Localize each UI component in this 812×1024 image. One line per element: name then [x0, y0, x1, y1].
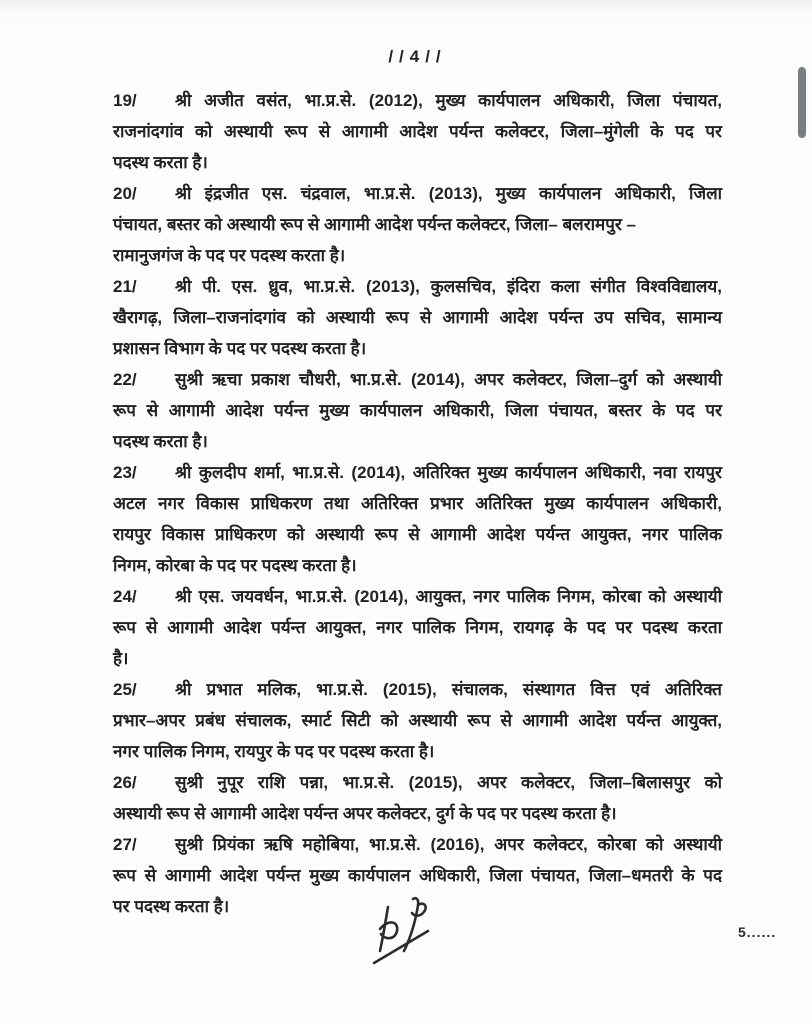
order-item [113, 674, 722, 767]
item-number: 22/ [113, 370, 137, 389]
order-item-line: निगम, कोरबा के पद पर पदस्थ करता है। [113, 556, 357, 575]
order-item-line: प्रभार–अपर प्रबंध संचालक, स्मार्ट सिटी को अस्थायी रूप से आगामी आदेश पर्यन्त आयुक्त, [113, 711, 722, 730]
order-item-line: पदस्थ करता है। [113, 432, 208, 451]
order-item [113, 581, 722, 674]
order-item-line: रूप से आगामी आदेश पर्यन्त मुख्य कार्यपालन अधिकारी, जिला पंचायत, बस्तर के पद पर [113, 401, 722, 420]
item-text: श्री एस. जयवर्धन, भा.प्र.से. (2014), आयुक्त, नगर पालिक निगम, कोरबा को अस्थायी [175, 587, 722, 606]
order-items [113, 85, 722, 922]
item-number: 23/ [113, 463, 137, 482]
order-item-line: राजनांदगांव को अस्थायी रूप से आगामी आदेश पर्यन्त कलेक्टर, जिला–मुंगेली के पद पर [113, 122, 722, 141]
order-item [113, 178, 722, 271]
order-item-line: अटल नगर विकास प्राधिकरण तथा अतिरिक्त प्रभार अतिरिक्त मुख्य कार्यपालन अधिकारी, [113, 494, 722, 513]
order-item [113, 85, 722, 178]
order-item-line [113, 674, 722, 705]
order-item [113, 767, 722, 829]
order-item-line: पदस्थ करता है। [113, 153, 208, 172]
item-text: श्री कुलदीप शर्मा, भा.प्र.से. (2014), अतिरिक्त मुख्य कार्यपालन अधिकारी, नवा रायपुर [175, 463, 722, 482]
order-item [113, 364, 722, 457]
order-item [113, 271, 722, 364]
order-item-line: रायपुर विकास प्राधिकरण को अस्थायी रूप से आगामी आदेश पर्यन्त आयुक्त, नगर पालिक [113, 525, 722, 544]
order-item-line: रूप से आगामी आदेश पर्यन्त मुख्य कार्यपालन अधिकारी, जिला पंचायत, जिला–धमतरी के पद [113, 866, 722, 885]
order-item-line: खैरागढ़, जिला–राजनांदगांव को अस्थायी रूप से आगामी आदेश पर्यन्त उप सचिव, सामान्य [113, 308, 722, 327]
order-item-line [113, 178, 722, 209]
item-text: श्री इंद्रजीत एस. चंद्रवाल, भा.प्र.से. (2013), मुख्य कार्यपालन अधिकारी, जिला [175, 184, 722, 203]
item-number: 26/ [113, 773, 137, 792]
item-text: श्री पी. एस. ध्रुव, भा.प्र.से. (2013), कुलसचिव, इंदिरा कला संगीत विश्वविद्यालय, [175, 277, 722, 296]
scrollbar-thumb[interactable] [798, 67, 806, 138]
document-content [113, 44, 722, 922]
item-number: 25/ [113, 680, 137, 699]
order-item-line: अस्थायी रूप से आगामी आदेश पर्यन्त अपर कलेक्टर, दुर्ग के पद पर पदस्थ करता है। [113, 804, 617, 823]
item-text: सुश्री नुपूर राशि पन्ना, भा.प्र.से. (2015), अपर कलेक्टर, जिला–बिलासपुर को [175, 773, 722, 792]
item-number: 27/ [113, 835, 137, 854]
order-item-line [113, 767, 722, 798]
item-text: सुश्री प्रियंका ऋषि महोबिया, भा.प्र.से. (2016), अपर कलेक्टर, कोरबा को अस्थायी [175, 835, 722, 854]
order-item-line: रूप से आगामी आदेश पर्यन्त आयुक्त, नगर पालिक निगम, रायगढ़ के पद पर पदस्थ करता [113, 618, 722, 637]
order-item-line: है। [113, 649, 129, 668]
item-text: श्री अजीत वसंत, भा.प्र.से. (2012), मुख्य कार्यपालन अधिकारी, जिला पंचायत, [175, 91, 722, 110]
item-number: 20/ [113, 184, 137, 203]
item-text: सुश्री ऋचा प्रकाश चौधरी, भा.प्र.से. (2014), अपर कलेक्टर, जिला–दुर्ग को अस्थायी [175, 370, 722, 389]
item-number: 24/ [113, 587, 137, 606]
item-text: श्री प्रभात मलिक, भा.प्र.से. (2015), संचालक, संस्थागत वित्त एवं अतिरिक्त [175, 680, 722, 699]
order-item-line [113, 829, 722, 860]
item-number: 21/ [113, 277, 137, 296]
next-page-indicator: 5...... [738, 924, 777, 940]
page-number-header: //4// [388, 47, 447, 66]
signature-initials-icon [366, 893, 446, 971]
order-item-line: पंचायत, बस्तर को अस्थायी रूप से आगामी आदेश पर्यन्त कलेक्टर, जिला– बलरामपुर – [113, 215, 637, 234]
order-item-line [113, 457, 722, 488]
order-item-line [113, 85, 722, 116]
order-item-line [113, 581, 722, 612]
order-item-line: पर पदस्थ करता है। [113, 897, 230, 916]
order-item-line [113, 364, 722, 395]
item-number: 19/ [113, 91, 137, 110]
order-item-line: नगर पालिक निगम, रायपुर के पद पर पदस्थ करता है। [113, 742, 435, 761]
order-item-line: रामानुजगंज के पद पर पदस्थ करता है। [113, 246, 346, 265]
order-item [113, 457, 722, 581]
order-item-line: प्रशासन विभाग के पद पर पदस्थ करता है। [113, 339, 367, 358]
order-item-line [113, 271, 722, 302]
